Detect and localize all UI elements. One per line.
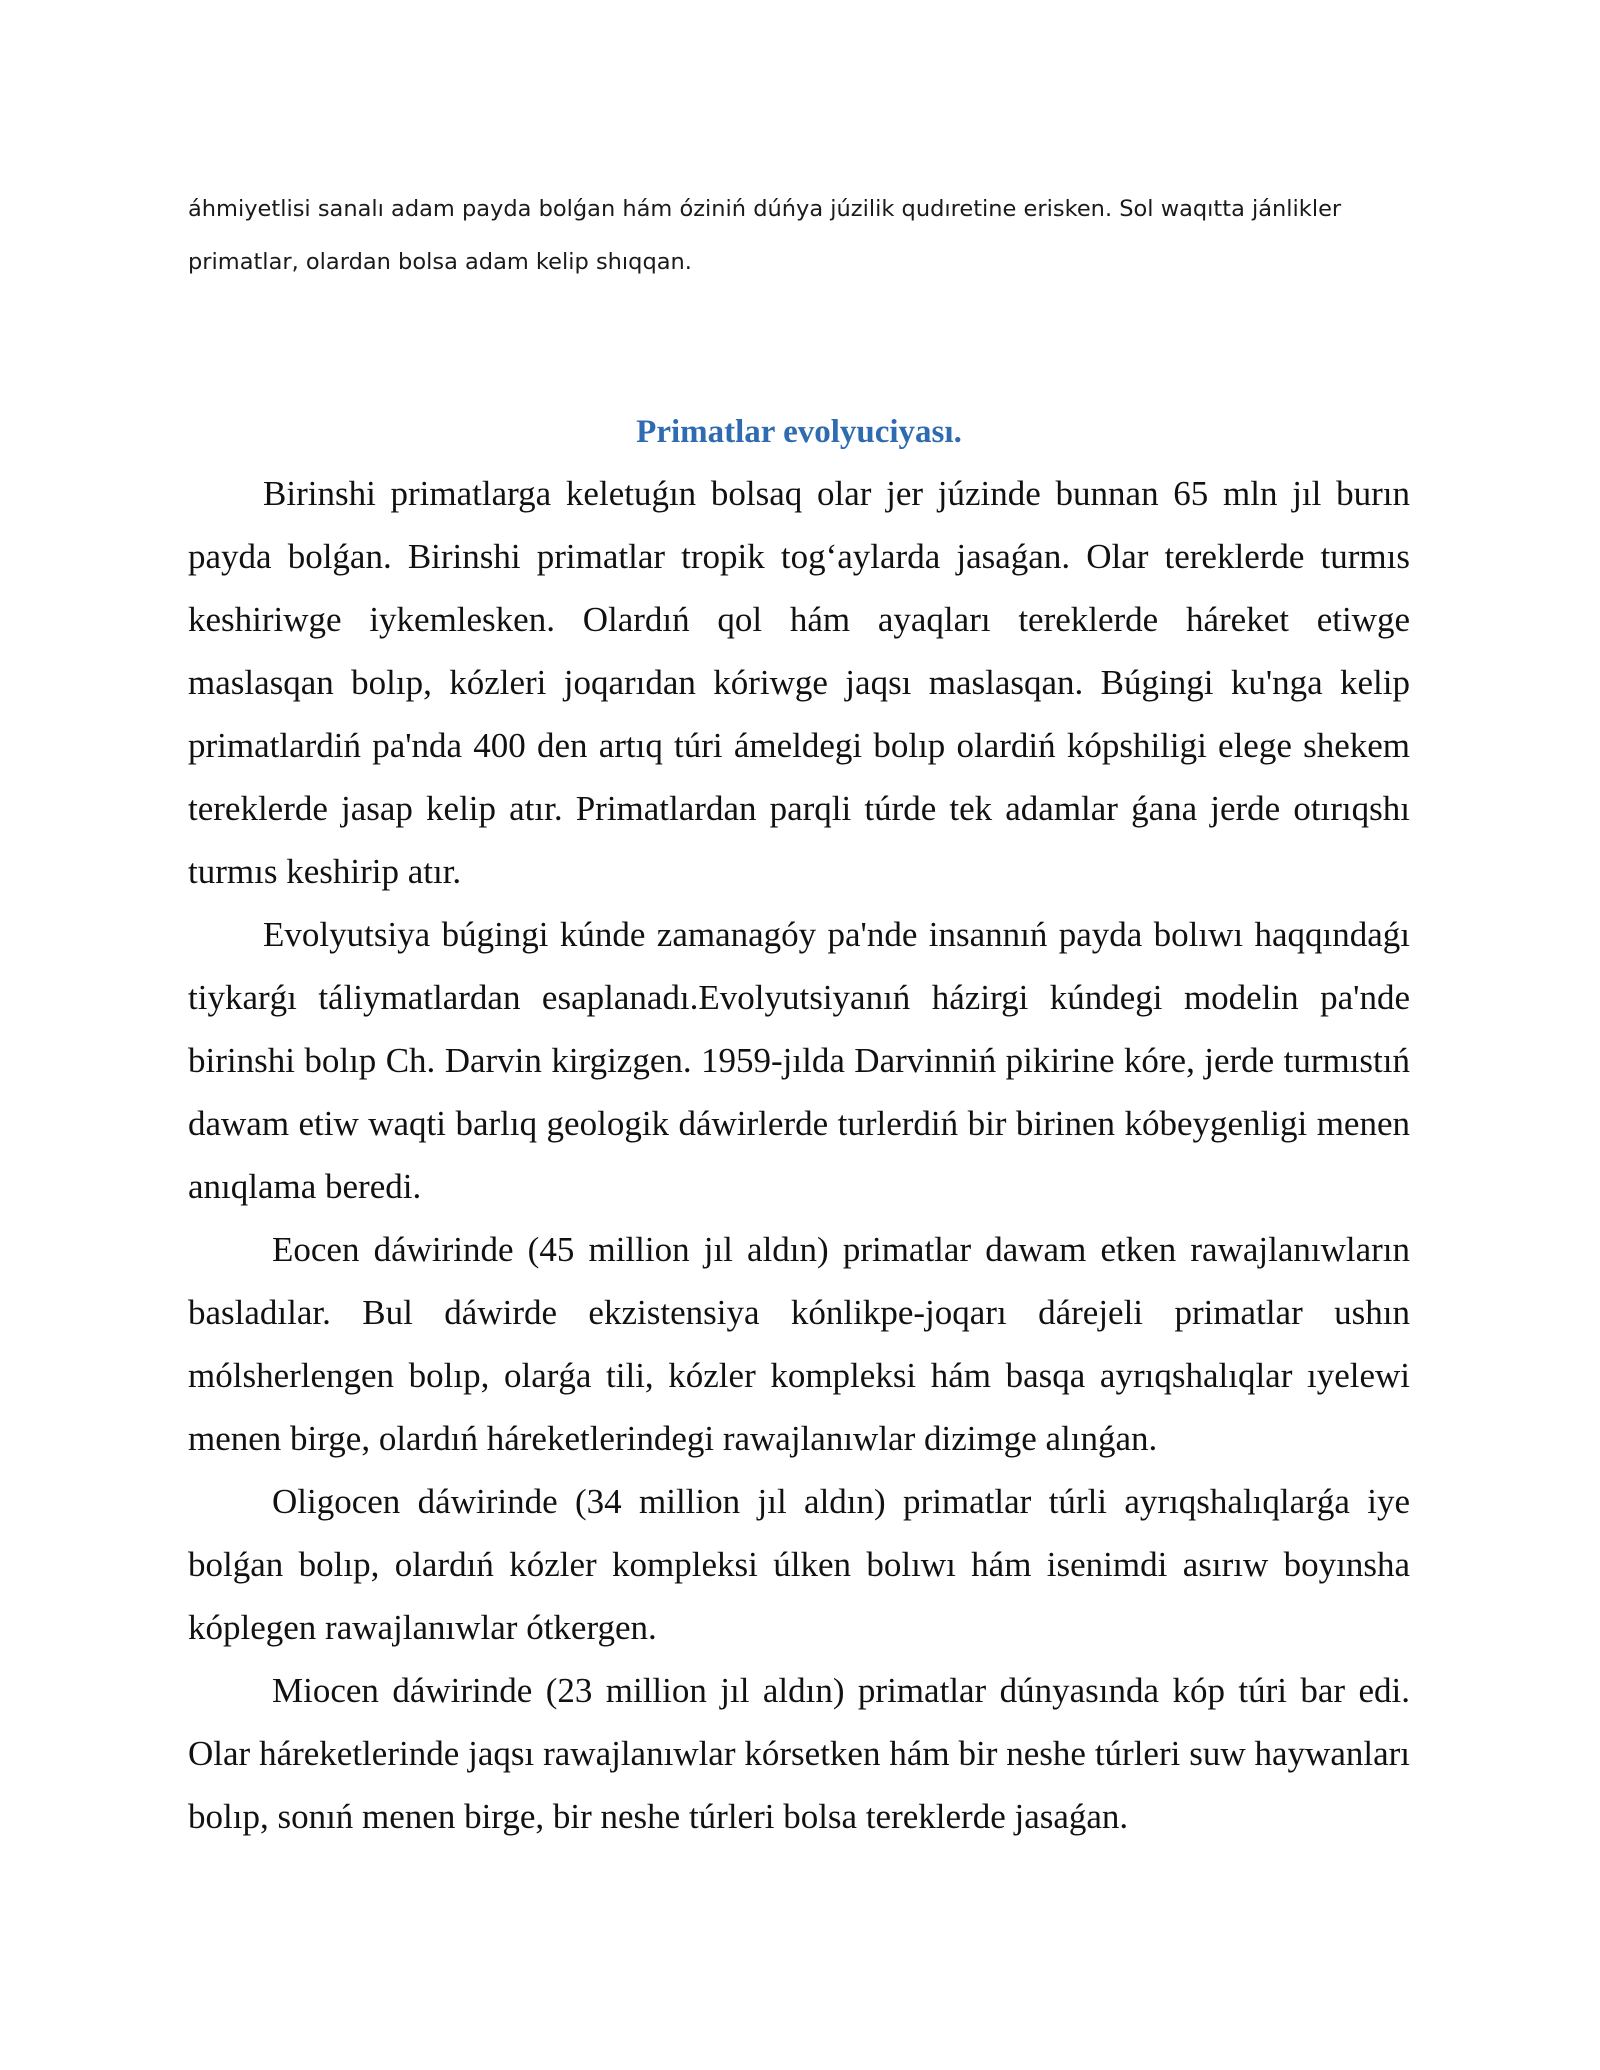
- paragraph-eocene: Eocen dáwirinde (45 million jıl aldın) primatlar dawam etken rawajlanıwların basladılar. Bul dáwirde ekzistensiya kónlikpe-joqarı dárejeli primatlar ushın mólsherlengen bolıp, olarǵa tili, kózler kompleksi hám basqa ayrıqshalıqlar ıyelewi menen birge, olardıń háreketlerindegi rawajlanıwlar dizimge alınǵan.: [188, 1230, 1410, 1458]
- section-heading: Primatlar evolyuciyası.: [636, 414, 962, 450]
- paragraph-miocene: Miocen dáwirinde (23 million jıl aldın) primatlar dúnyasında kóp túri bar edi. Olar háreketlerinde jaqsı rawajlanıwlar kórsetken hám bir neshe túrleri suw haywanları bolıp, sonıń menen birge, bir neshe túrleri bolsa tereklerde jasaǵan.: [188, 1671, 1410, 1836]
- intro-paragraph: áhmiyetlisi sanalı adam payda bolǵan hám óziniń dúńya júzilik qudıretine erisken. Sol waqıtta jánlikler primatlar, olardan bolsa adam kelip shıqqan.: [188, 196, 1342, 275]
- paragraph-oligocene: Oligocen dáwirinde (34 million jıl aldın) primatlar túrli ayrıqshalıqlarǵa iye bolǵan bolıp, olardıń kózler kompleksi úlken bolıwı hám isenimdi asırıw boyınsha kóplegen rawajlanıwlar ótkergen.: [188, 1482, 1410, 1647]
- document-body: [188, 462, 1410, 1848]
- paragraph-evolution-theory: Evolyutsiya búgingi kúnde zamanagóy pa'nde insannıń payda bolıwı haqqındaǵı tiykarǵı táliymatlardan esaplanadı.Evolyutsiyanıń házirgi kúndegi modelin pa'nde birinshi bolıp Ch. Darvin kirgizgen. 1959-jılda Darvinniń pikirine kóre, jerde turmıstıń dawam etiw waqti barlıq geologik dáwirlerde turlerdiń bir birinen kóbeygenligi menen anıqlama beredi.: [188, 915, 1410, 1206]
- paragraph-early-primates: Birinshi primatlarga keletuǵın bolsaq olar jer júzinde bunnan 65 mln jıl burın payda bolǵan. Birinshi primatlar tropik tog‘aylarda jasaǵan. Olar tereklerde turmıs keshiriwge iykemlesken. Olardıń qol hám ayaqları tereklerde háreket etiwge maslasqan bolıp, kózleri joqarıdan kóriwge jaqsı maslasqan. Búgingi ku'nga kelip primatlardiń pa'nda 400 den artıq túri ámeldegi bolıp olardiń kópshiligi elege shekem tereklerde jasap kelip atır. Primatlardan parqli túrde tek adamlar ǵana jerde otırıqshı turmıs keshirip atır.: [188, 474, 1410, 891]
